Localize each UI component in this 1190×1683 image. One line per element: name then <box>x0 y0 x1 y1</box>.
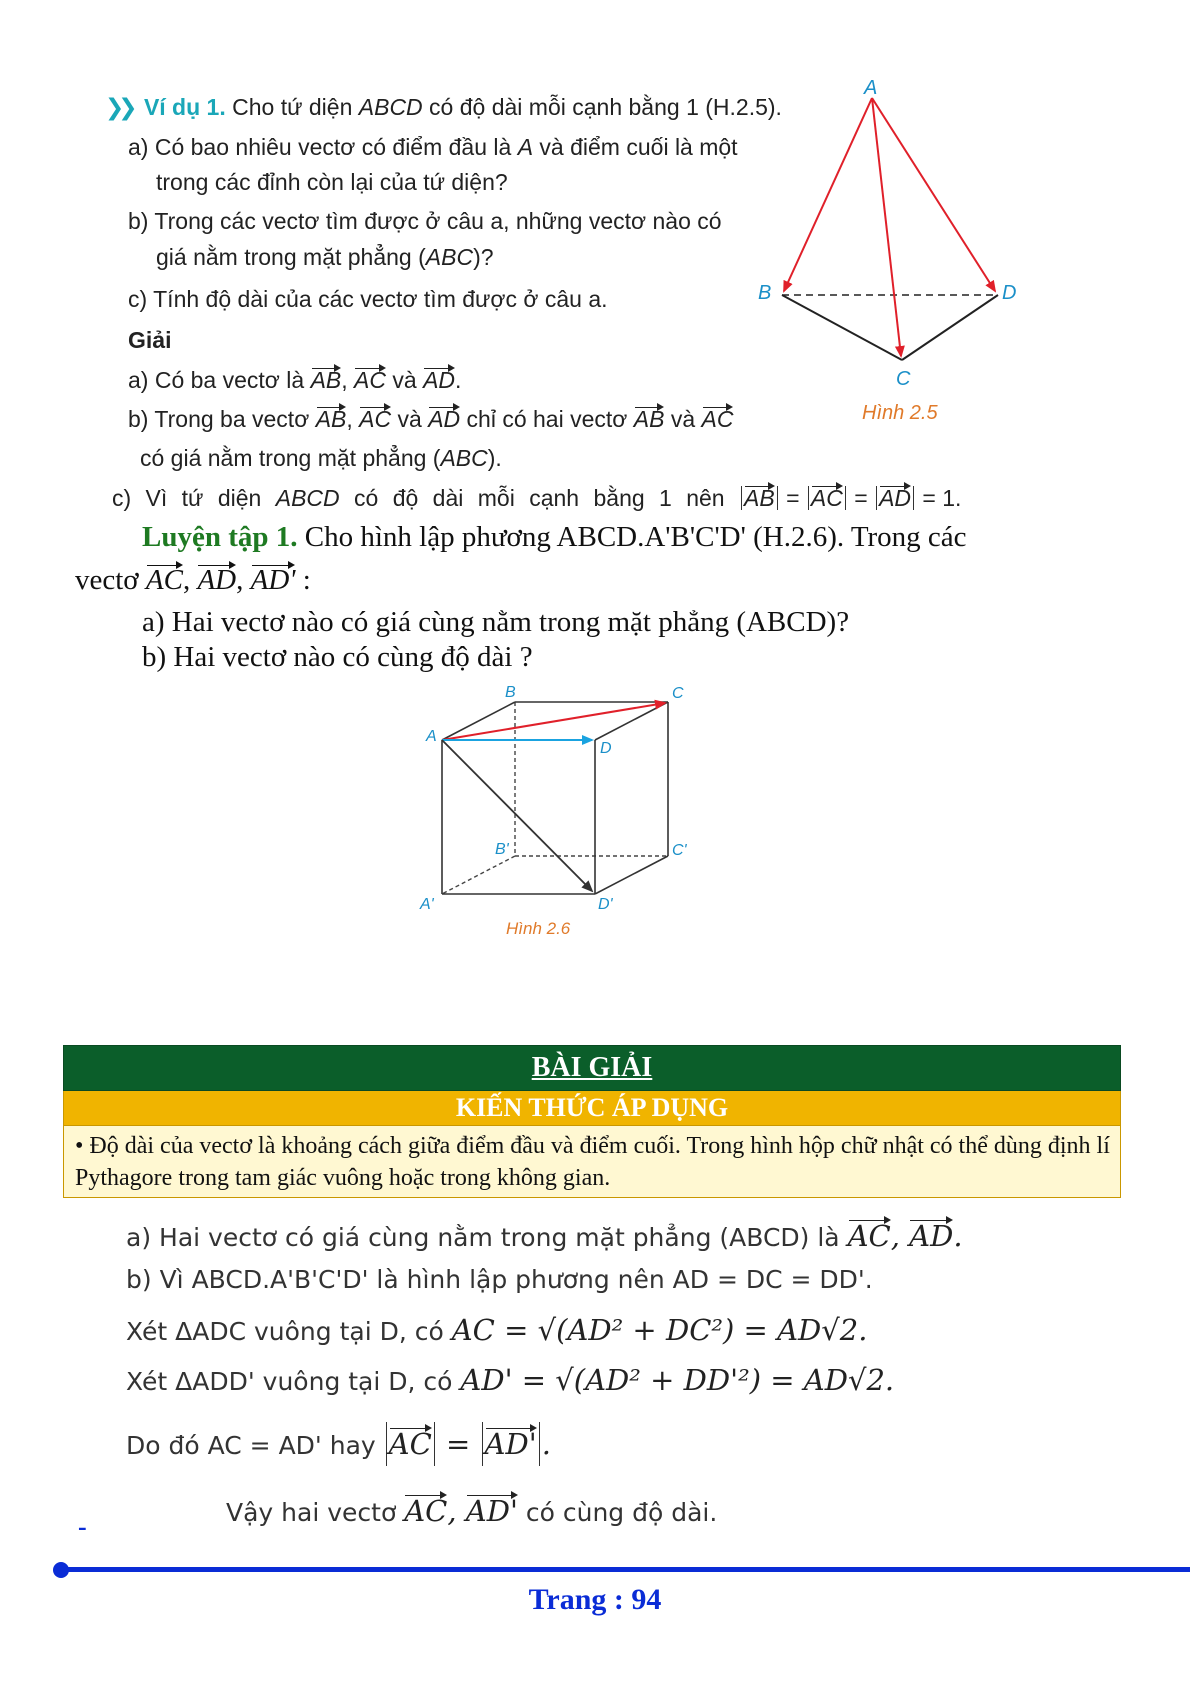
edge-bc <box>782 295 902 360</box>
practice-question-a: a) Hai vectơ nào có giá cùng nằm trong mặt phẳng (ABCD)? <box>142 606 850 638</box>
solution-b: b) Trong ba vectơ AB, AC và AD chỉ có hai vectơ AB và AC <box>128 406 734 432</box>
cube-figure <box>410 678 710 948</box>
label-c1: C' <box>672 842 687 859</box>
label-a: A <box>426 728 437 745</box>
solution-header <box>63 1045 1121 1091</box>
solution-b-cont: có giá nằm trong mặt phẳng (ABC). <box>140 445 502 471</box>
footer-dash: - <box>78 1512 87 1541</box>
label-d: D <box>1002 282 1017 304</box>
solution-line-4: Xét ΔADD' vuông tại D, có AD' = √(AD² + DD'²) = AD√2. <box>126 1363 895 1397</box>
question-b: b) Trong các vectơ tìm được ở câu a, những vectơ nào có <box>128 208 722 234</box>
solution-box <box>63 1045 1121 1198</box>
figure-caption-2-5: Hình 2.5 <box>862 402 938 424</box>
label-c: C <box>896 368 911 390</box>
practice-vectors: vectơ AC, AD, AD' : <box>75 564 311 596</box>
solution-label: Giải <box>128 327 172 353</box>
question-a: a) Có bao nhiêu vectơ có điểm đầu là A và điểm cuối là một <box>128 134 738 160</box>
solution-line-b: b) Vì ABCD.A'B'C'D' là hình lập phương nên AD = DC = DD'. <box>126 1265 873 1294</box>
label-b: B <box>505 684 516 701</box>
page-number: Trang : 94 <box>528 1583 662 1616</box>
solution-line-3: Xét ΔADC vuông tại D, có AC = √(AD² + DC²) = AD√2. <box>126 1313 868 1347</box>
edge-b1a1 <box>442 856 515 894</box>
tetrahedron-figure <box>740 70 1040 430</box>
vector-ad1 <box>442 740 592 891</box>
example-intro: ❯❯ Ví dụ 1. Cho tứ diện ABCD có độ dài mỗi cạnh bằng 1 (H.2.5). <box>105 94 782 120</box>
applied-knowledge-title: KIẾN THỨC ÁP DỤNG <box>455 1093 729 1122</box>
label-a1: A' <box>420 896 434 913</box>
label-b: B <box>758 282 772 304</box>
question-a-cont: trong các đỉnh còn lại của tứ diện? <box>156 169 508 195</box>
footer-divider <box>63 1567 1190 1572</box>
figure-caption-2-6: Hình 2.6 <box>506 919 571 938</box>
solution-title: BÀI GIẢI <box>531 1052 653 1083</box>
practice-label: Luyện tập 1. <box>142 521 298 553</box>
question-c: c) Tính độ dài của các vectơ tìm được ở câu a. <box>128 286 608 312</box>
question-b-cont: giá nằm trong mặt phẳng (ABC)? <box>156 244 494 270</box>
label-d: D <box>600 740 612 757</box>
example-label: Ví dụ 1. <box>143 94 226 120</box>
double-chevron-icon: ❯❯ <box>105 94 132 120</box>
edge-cd <box>902 295 998 360</box>
label-c: C <box>672 685 684 702</box>
solution-c: c) Vì tứ diện ABCD có độ dài mỗi cạnh bằng 1 nên AB = AC = AD = 1. <box>112 485 962 511</box>
practice-question-b: b) Hai vectơ nào có cùng độ dài ? <box>142 641 533 673</box>
applied-knowledge-header <box>63 1091 1121 1125</box>
solution-line-a: a) Hai vectơ có giá cùng nằm trong mặt phẳng (ABCD) là AC, AD. <box>126 1219 963 1253</box>
label-d1: D' <box>598 896 613 913</box>
edge-d1c1 <box>595 856 668 894</box>
practice-intro: Luyện tập 1. Cho hình lập phương ABCD.A'B'C'D' (H.2.6). Trong các <box>142 521 967 553</box>
solution-a: a) Có ba vectơ là AB, AC và AD. <box>128 367 462 393</box>
label-b1: B' <box>495 841 509 858</box>
vector-ab <box>784 98 872 291</box>
label-a: A <box>864 77 878 99</box>
solution-conclusion: Vậy hai vectơ AC, AD' có cùng độ dài. <box>226 1494 718 1528</box>
solution-line-5: Do đó AC = AD' hay AC = AD' . <box>126 1422 551 1466</box>
applied-knowledge-note: • Độ dài của vectơ là khoảng cách giữa điểm đầu và điểm cuối. Trong hình hộp chữ nhật có thể dùng định lí Pythagore trong tam giác vuông hoặc trong không gian. <box>63 1125 1121 1198</box>
